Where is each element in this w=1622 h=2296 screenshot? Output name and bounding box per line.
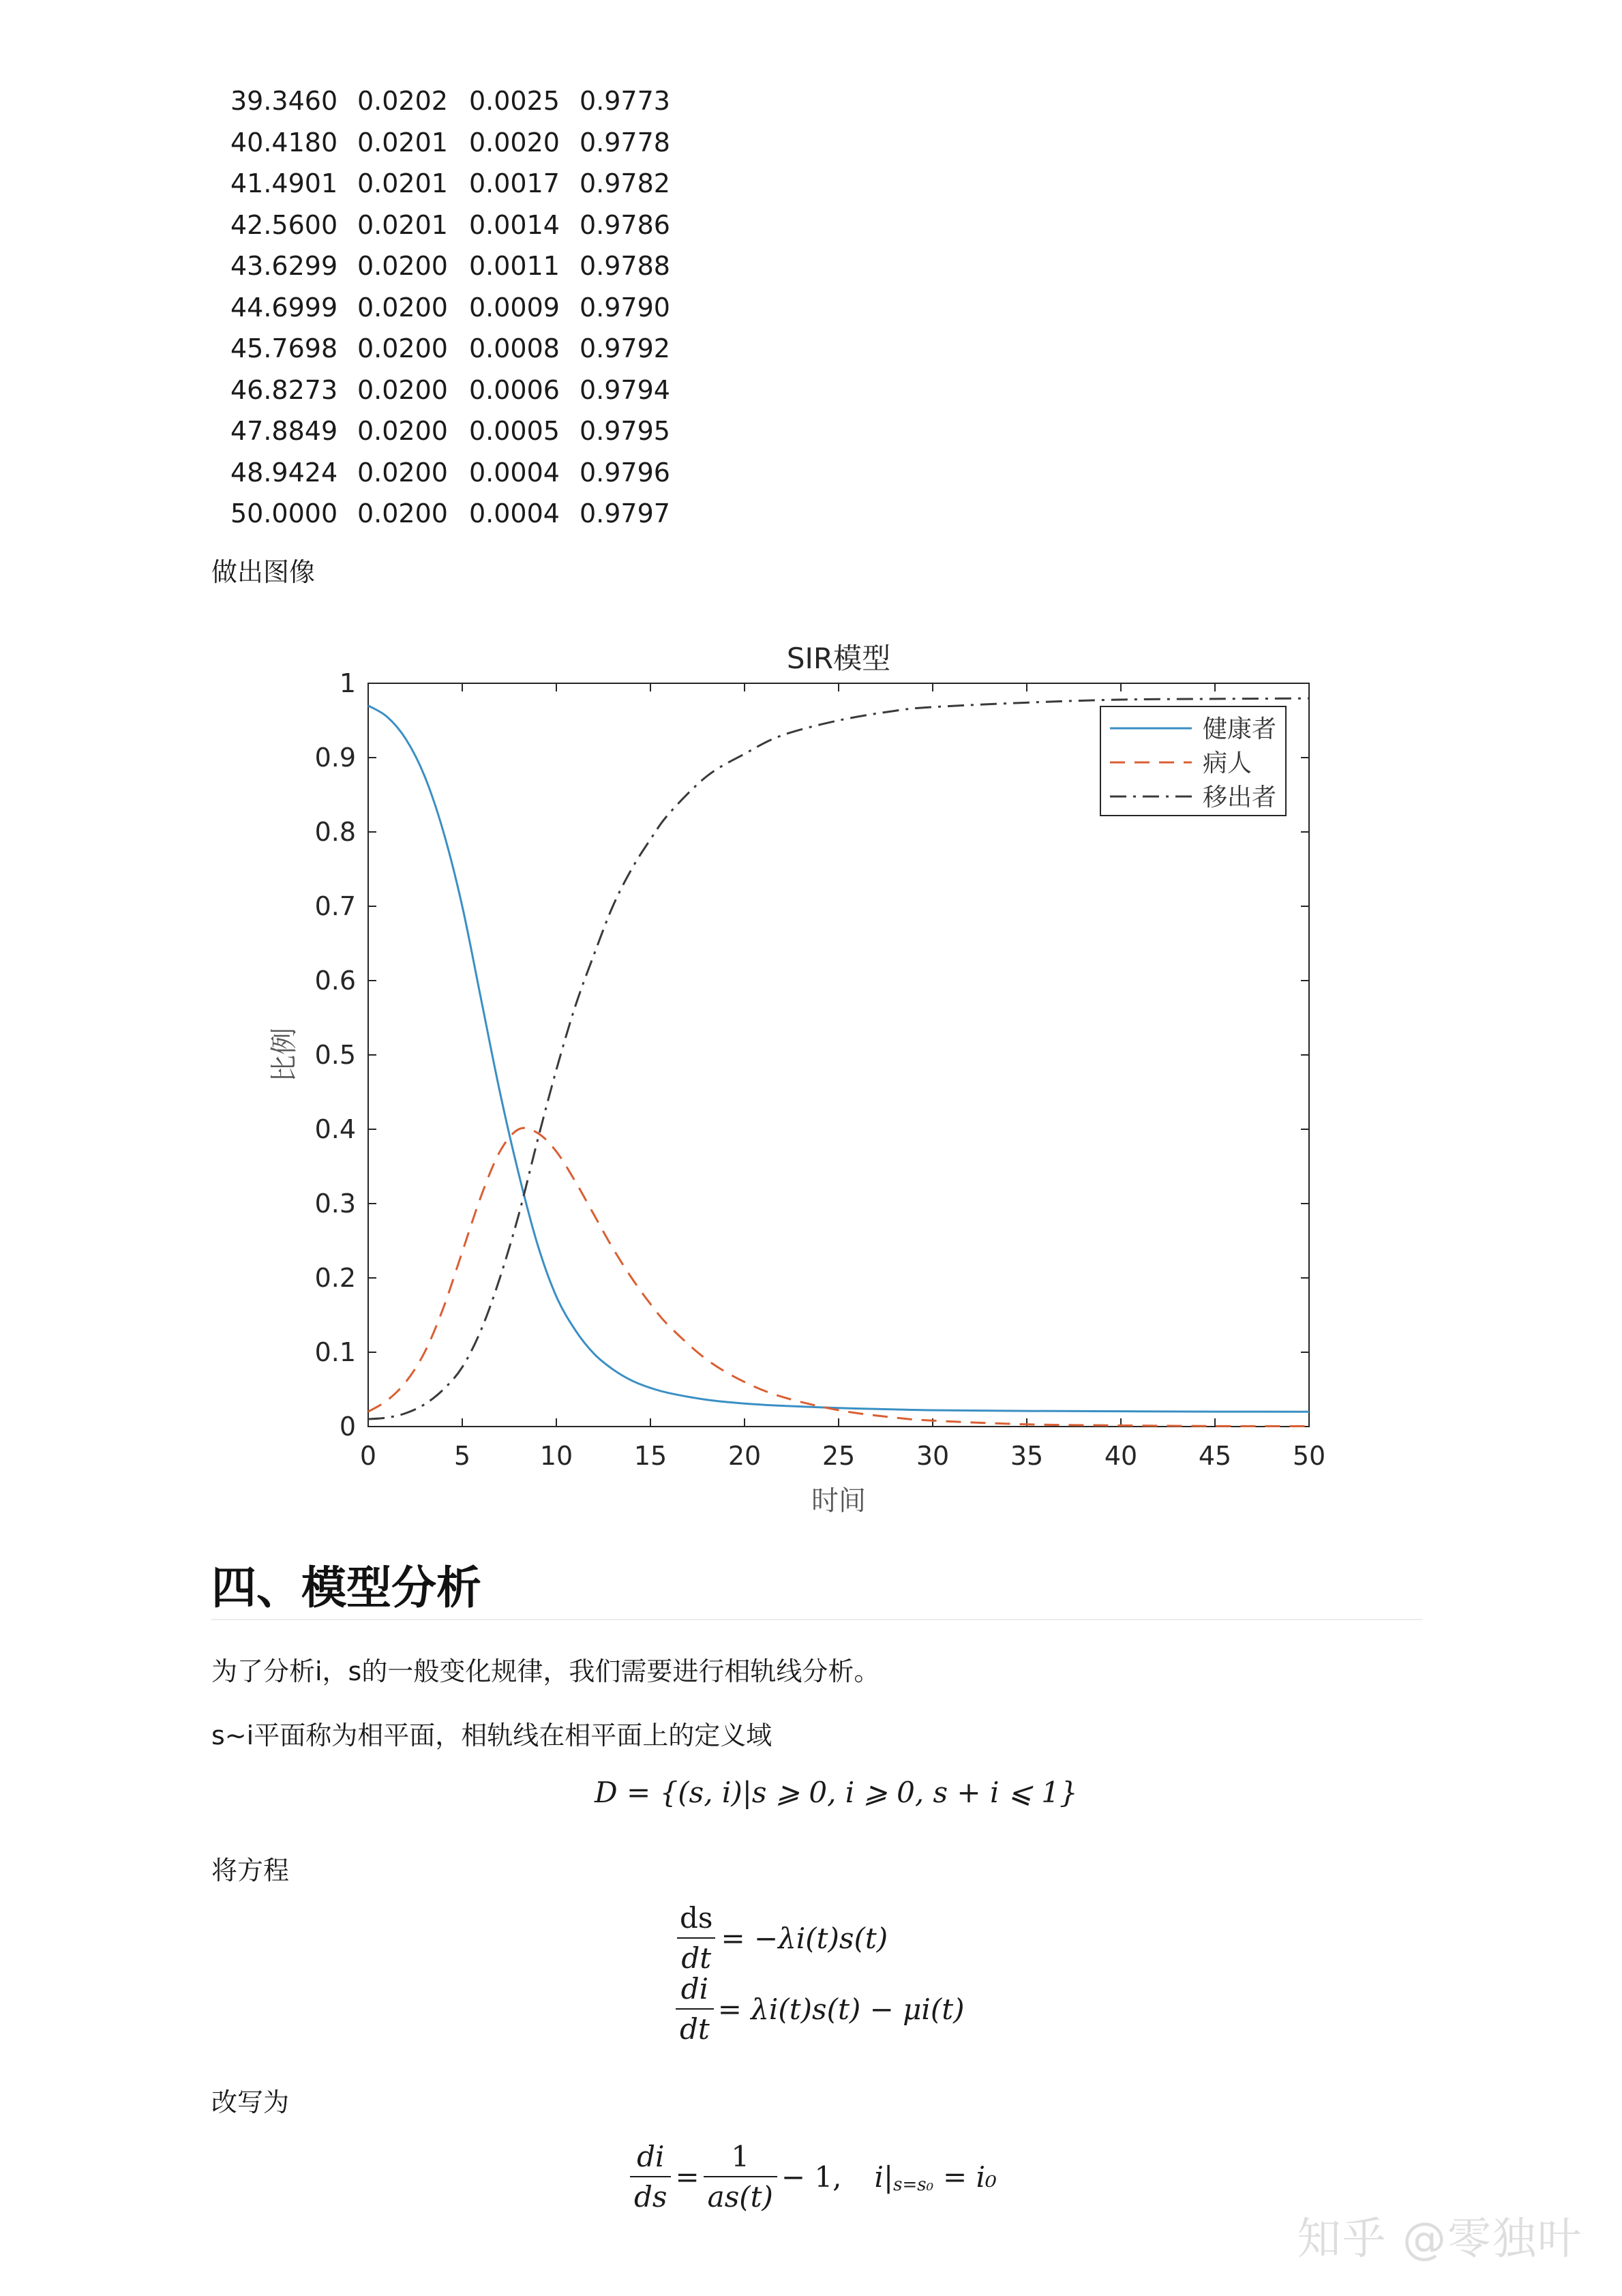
table-cell: 0.0200 bbox=[357, 498, 448, 529]
table-cell: 0.0202 bbox=[357, 86, 448, 117]
x-tick-label: 10 bbox=[539, 1441, 573, 1471]
table-cell: 0.0008 bbox=[469, 333, 560, 364]
y-tick-label: 1 bbox=[339, 668, 356, 698]
table-cell: 39.3460 bbox=[230, 86, 338, 117]
paragraph-rewrite: 改写为 bbox=[211, 2087, 290, 2117]
ds-dt-fraction bbox=[676, 1901, 717, 1975]
table-cell: 41.4901 bbox=[230, 168, 338, 199]
di-numerator: di bbox=[680, 1972, 709, 2006]
ds-denominator: dt bbox=[677, 1937, 715, 1975]
di-ds-fraction bbox=[630, 2140, 671, 2213]
numeric-table bbox=[230, 80, 675, 535]
table-cell: 0.0201 bbox=[357, 127, 448, 158]
y-tick-label: 0.4 bbox=[314, 1114, 356, 1144]
cond-rhs: = i₀ bbox=[943, 2160, 997, 2194]
table-cell: 42.5600 bbox=[230, 209, 338, 240]
di-ds-equation bbox=[626, 2141, 997, 2212]
table-cell: 0.0200 bbox=[357, 374, 448, 405]
table-cell: 47.8849 bbox=[230, 416, 338, 447]
table-cell: 48.9424 bbox=[230, 457, 338, 488]
cond-subscript: s=s₀ bbox=[893, 2175, 934, 2195]
table-cell: 0.9782 bbox=[580, 168, 670, 199]
section-title: 四、模型分析 bbox=[211, 1562, 481, 1614]
table-cell: 0.0200 bbox=[357, 457, 448, 488]
paragraph-phase-plane: s~i平面称为相平面，相轨线在相平面上的定义域 bbox=[211, 1720, 772, 1750]
one-numerator: 1 bbox=[731, 2140, 750, 2173]
sir-chart bbox=[245, 627, 1350, 1534]
di-dt-fraction bbox=[676, 1972, 714, 2046]
table-row bbox=[230, 205, 675, 246]
di-denominator: dt bbox=[676, 2008, 714, 2046]
ds-numerator: ds bbox=[680, 1901, 713, 1935]
table-cell: 43.6299 bbox=[230, 251, 338, 282]
cond-i: i| bbox=[874, 2160, 894, 2194]
table-row bbox=[230, 452, 675, 494]
legend-entry: 移出者 bbox=[1203, 784, 1277, 811]
as-t-denominator: as(t) bbox=[704, 2176, 777, 2213]
paragraph-phase-analysis: 为了分析i，s的一般变化规律，我们需要进行相轨线分析。 bbox=[211, 1656, 880, 1686]
table-cell: 0.0200 bbox=[357, 333, 448, 364]
table-cell: 0.0025 bbox=[469, 86, 560, 117]
table-cell: 0.9788 bbox=[580, 251, 670, 282]
y-tick-label: 0 bbox=[339, 1412, 356, 1442]
x-tick-label: 40 bbox=[1104, 1441, 1138, 1471]
ds-rhs: = −λi(t)s(t) bbox=[721, 1921, 888, 1955]
table-cell: 0.9792 bbox=[580, 333, 670, 364]
domain-equation bbox=[595, 1776, 1078, 1809]
table-cell: 46.8273 bbox=[230, 374, 338, 405]
domain-equation-text: D = {(s, i)|s ⩾ 0, i ⩾ 0, s + i ⩽ 1} bbox=[595, 1776, 1078, 1809]
minus-one: − 1, bbox=[781, 2160, 842, 2194]
ode-di-row bbox=[672, 1973, 964, 2044]
table-cell: 0.0005 bbox=[469, 416, 560, 447]
table-row bbox=[230, 245, 675, 287]
table-cell: 0.0201 bbox=[357, 168, 448, 199]
table-cell: 50.0000 bbox=[230, 498, 338, 529]
table-row bbox=[230, 122, 675, 164]
equals-sign: = bbox=[675, 2160, 700, 2194]
x-tick-label: 15 bbox=[633, 1441, 667, 1471]
table-cell: 0.9795 bbox=[580, 416, 670, 447]
zhihu-watermark: 知乎 @零独叶 bbox=[1297, 2214, 1582, 2265]
x-tick-label: 25 bbox=[822, 1441, 856, 1471]
chart-title: SIR模型 bbox=[786, 642, 891, 675]
ode-ds-row bbox=[672, 1903, 964, 1973]
di-ds-numerator: di bbox=[637, 2140, 665, 2173]
y-tick-label: 0.6 bbox=[314, 966, 356, 996]
table-cell: 0.0004 bbox=[469, 457, 560, 488]
y-tick-label: 0.8 bbox=[314, 817, 356, 847]
y-axis-label: 比例 bbox=[269, 1028, 300, 1082]
x-tick-label: 5 bbox=[453, 1441, 471, 1471]
table-cell: 40.4180 bbox=[230, 127, 338, 158]
table-cell: 0.0011 bbox=[469, 251, 560, 282]
table-cell: 0.0200 bbox=[357, 251, 448, 282]
table-row bbox=[230, 411, 675, 452]
y-tick-label: 0.5 bbox=[314, 1040, 356, 1070]
x-axis-label: 时间 bbox=[811, 1485, 866, 1517]
table-cell: 44.6999 bbox=[230, 292, 338, 323]
y-tick-label: 0.1 bbox=[314, 1337, 356, 1367]
table-cell: 0.0020 bbox=[469, 127, 560, 158]
make-figure-text: 做出图像 bbox=[211, 557, 316, 587]
x-tick-label: 0 bbox=[359, 1441, 377, 1471]
y-tick-label: 0.2 bbox=[314, 1263, 356, 1293]
table-cell: 0.0014 bbox=[469, 209, 560, 240]
table-row bbox=[230, 287, 675, 329]
table-cell: 0.0006 bbox=[469, 374, 560, 405]
di-rhs: = λi(t)s(t) − μi(t) bbox=[717, 1992, 965, 2026]
x-tick-label: 20 bbox=[727, 1441, 762, 1471]
x-tick-label: 45 bbox=[1198, 1441, 1232, 1471]
di-ds-row bbox=[626, 2141, 997, 2212]
y-tick-label: 0.9 bbox=[314, 743, 356, 773]
sir-chart-svg bbox=[245, 627, 1350, 1534]
table-cell: 45.7698 bbox=[230, 333, 338, 364]
di-ds-denominator: ds bbox=[630, 2176, 671, 2213]
table-cell: 0.0201 bbox=[357, 209, 448, 240]
one-over-as-fraction bbox=[704, 2140, 777, 2213]
table-row bbox=[230, 493, 675, 535]
table-cell: 0.0009 bbox=[469, 292, 560, 323]
table-row bbox=[230, 163, 675, 205]
y-tick-label: 0.3 bbox=[314, 1189, 356, 1219]
table-cell: 0.9790 bbox=[580, 292, 670, 323]
table-cell: 0.9794 bbox=[580, 374, 670, 405]
table-cell: 0.0200 bbox=[357, 292, 448, 323]
table-cell: 0.0017 bbox=[469, 168, 560, 199]
table-cell: 0.9797 bbox=[580, 498, 670, 529]
table-cell: 0.9796 bbox=[580, 457, 670, 488]
x-tick-label: 35 bbox=[1010, 1441, 1044, 1471]
x-tick-label: 30 bbox=[916, 1441, 950, 1471]
table-cell: 0.9773 bbox=[580, 86, 670, 117]
ode-system bbox=[672, 1903, 964, 2044]
table-row bbox=[230, 370, 675, 411]
table-cell: 0.0200 bbox=[357, 416, 448, 447]
section-divider bbox=[211, 1619, 1422, 1620]
legend-entry: 病人 bbox=[1203, 749, 1252, 777]
legend-entry: 健康者 bbox=[1203, 715, 1277, 743]
x-tick-label: 50 bbox=[1292, 1441, 1326, 1471]
table-cell: 0.9778 bbox=[580, 127, 670, 158]
table-row bbox=[230, 328, 675, 370]
table-cell: 0.0004 bbox=[469, 498, 560, 529]
table-row bbox=[230, 80, 675, 122]
paragraph-equation: 将方程 bbox=[211, 1855, 290, 1885]
table-cell: 0.9786 bbox=[580, 209, 670, 240]
y-tick-label: 0.7 bbox=[314, 891, 356, 921]
